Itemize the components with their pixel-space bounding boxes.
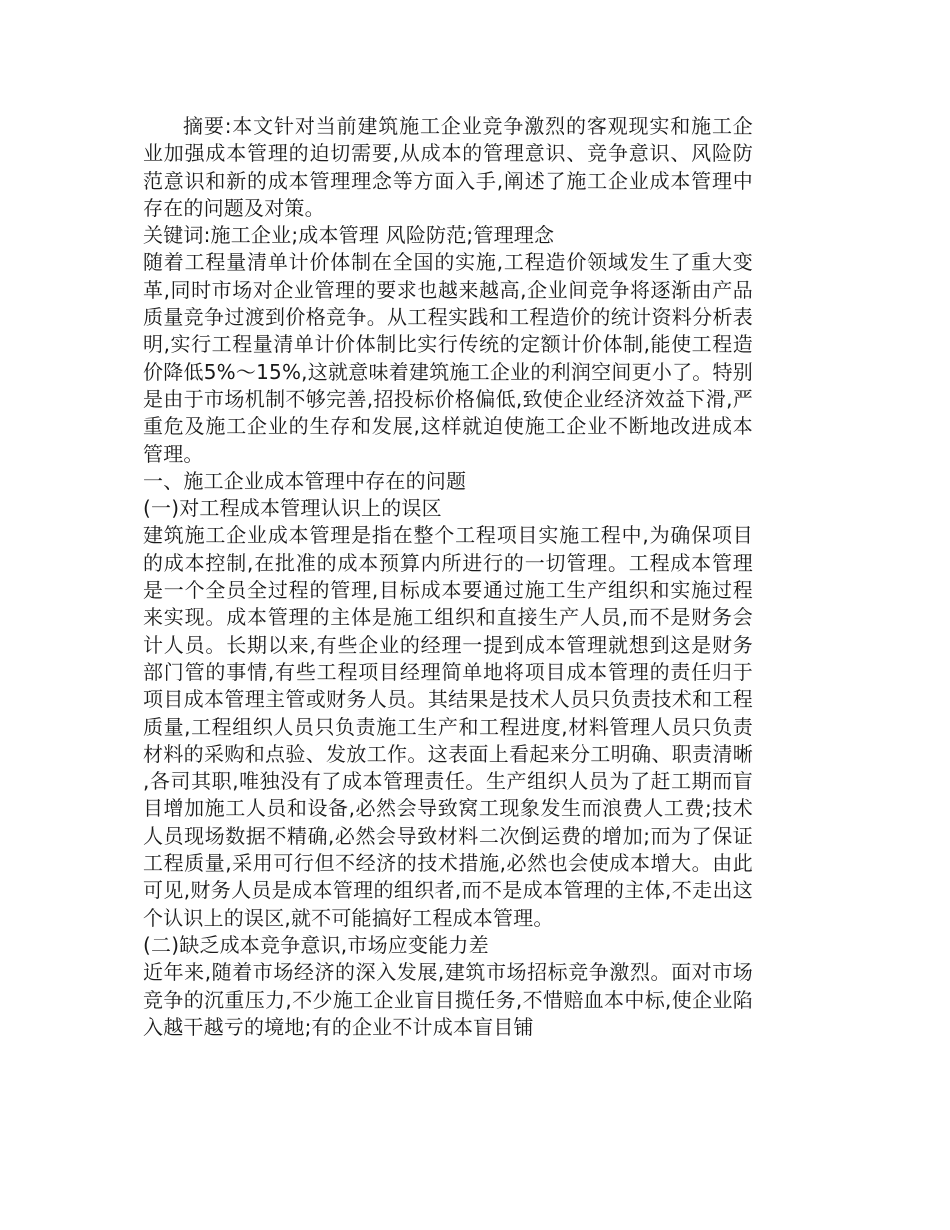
document-body [143, 113, 753, 1041]
subsection-heading: (二)缺乏成本竞争意识,市场应变能力差 [143, 932, 489, 957]
keywords-line: 关键词:施工企业;成本管理 风险防范;管理理念 [143, 223, 555, 248]
subsection-heading: (一)对工程成本管理认识上的误区 [143, 496, 442, 521]
intro-paragraph: 随着工程量清单计价体制在全国的实施,工程造价领域发生了重大变革,同时市场对企业管理的要求也越来越高,企业间竞争将逐渐由产品质量竞争过渡到价格竞争。从工程实践和工程造价的统计资料分析表明,实行工程量清单计价体制比实行传统的定额计价体制,能使工程造价降低5%～15%,这就意味着建筑施工企业的利润空间更小了。特别是由于市场机制不够完善,招投标价格偏低,致使企业经济效益下滑,严重危及施工企业的生存和发展,这样就迫使施工企业不断地改进成本管理。 [143, 250, 753, 466]
body-paragraph: 近年来,随着市场经济的深入发展,建筑市场招标竞争激烈。面对市场竞争的沉重压力,不少施工企业盲目揽任务,不惜赔血本中标,使企业陷入越干越亏的境地;有的企业不计成本盲目铺 [143, 960, 753, 1039]
body-paragraph: 建筑施工企业成本管理是指在整个工程项目实施工程中,为确保项目的成本控制,在批准的成本预算内所进行的一切管理。工程成本管理是一个全员全过程的管理,目标成本要通过施工生产组织和实施过程来实现。成本管理的主体是施工组织和直接生产人员,而不是财务会计人员。长期以来,有些企业的经理一提到成本管理就想到这是财务部门管的事情,有些工程项目经理简单地将项目成本管理的责任归于项目成本管理主管或财务人员。其结果是技术人员只负责技术和工程质量,工程组织人员只负责施工生产和工程进度,材料管理人员只负责材料的采购和点验、发放工作。这表面上看起来分工明确、职责清晰,各司其职,唯独没有了成本管理责任。生产组织人员为了赶工期而盲目增加施工人员和设备,必然会导致窝工现象发生而浪费人工费;技术人员现场数据不精确,必然会导致材料二次倒运费的增加;而为了保证工程质量,采用可行但不经济的技术措施,必然也会使成本增大。由此可见,财务人员是成本管理的组织者,而不是成本管理的主体,不走出这个认识上的误区,就不可能搞好工程成本管理。 [143, 523, 753, 930]
abstract-paragraph: 摘要:本文针对当前建筑施工企业竞争激烈的客观现实和施工企业加强成本管理的迫切需要,从成本的管理意识、竞争意识、风险防范意识和新的成本管理理念等方面入手,阐述了施工企业成本管理中存在的问题及对策。 [143, 114, 753, 220]
section-heading: 一、施工企业成本管理中存在的问题 [143, 468, 467, 493]
